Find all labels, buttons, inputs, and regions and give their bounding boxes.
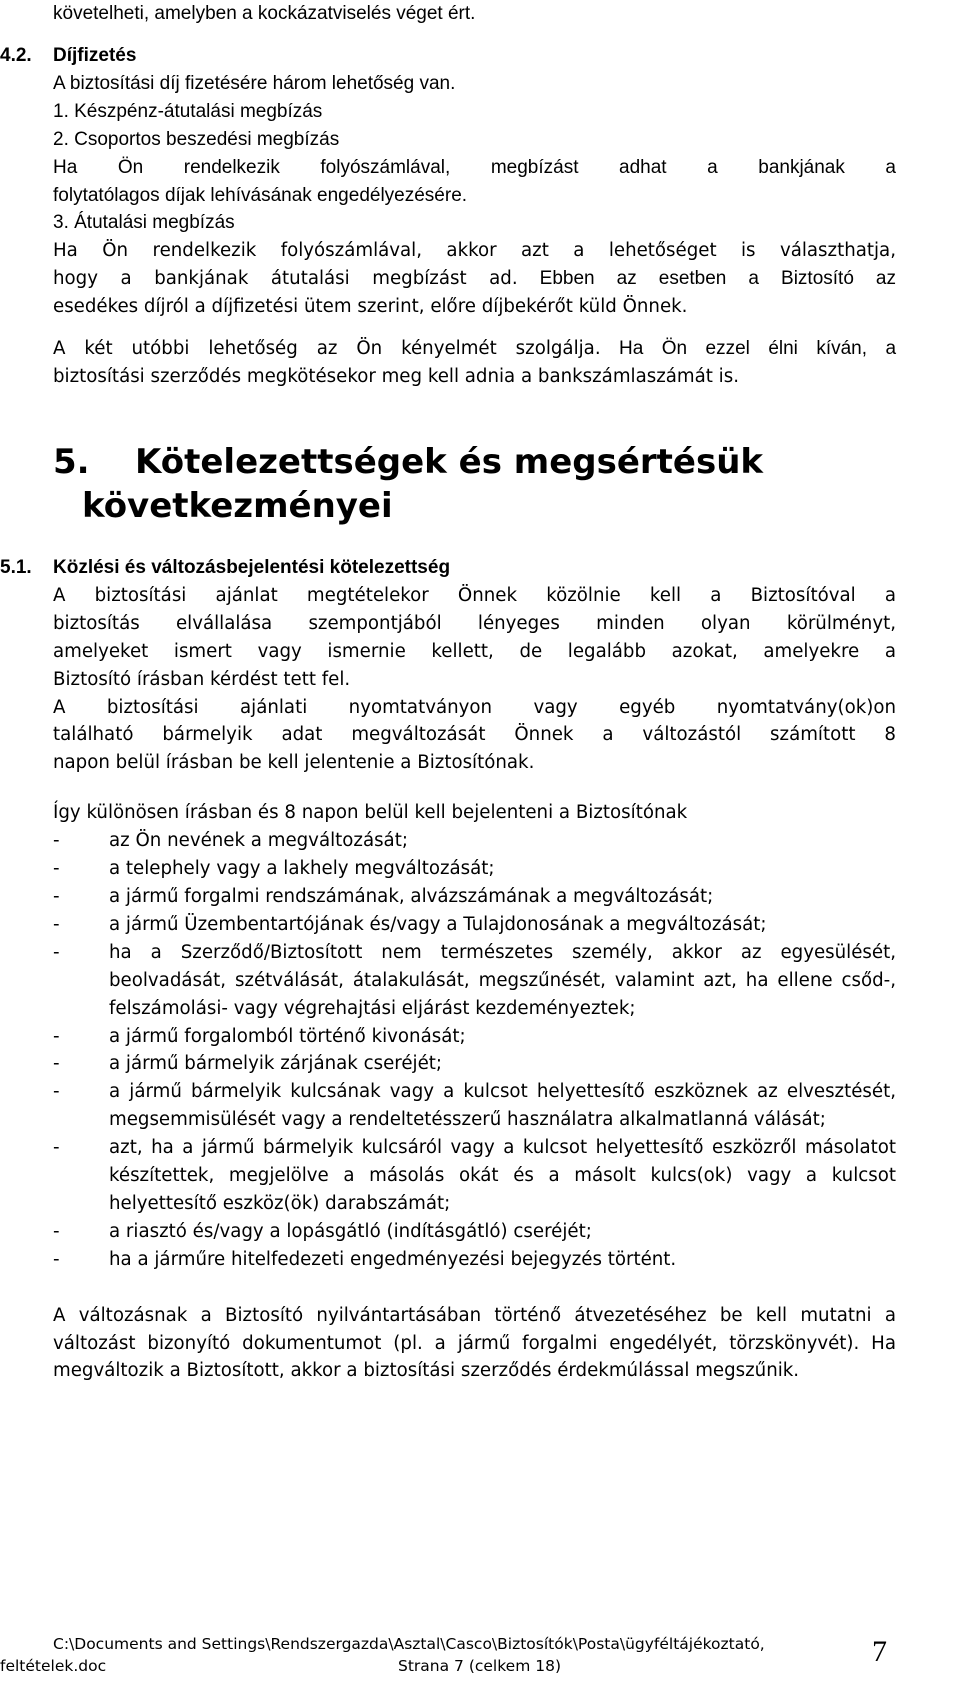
list-item: - a riasztó és/vagy a lopásgátló (indításgátló) cseréjét; [53, 1218, 896, 1246]
list-item: - ha a Szerződő/Biztosított nem természetes személy, akkor az egyesülését, beolvadását, szétválását, átalakulását, megszűnését, valamint azt, ha ellene csőd-, felszámolási- vagy végrehajtási eljárást kezdeményeztek; [53, 939, 896, 1023]
paragraph-line: napon belül írásban be kell jelentenie a Biztosítónak. [53, 752, 535, 774]
section-heading [0, 42, 896, 70]
option-3: 3. Átutalási megbízás [53, 212, 235, 234]
option-3-text-line: esedékes díjról a díjfizetési ütem szerint, előre díjbekérőt küld Önnek. [53, 296, 688, 318]
list-dash: - [53, 941, 60, 963]
section-title: Díjfizetés [53, 45, 137, 66]
chapter-title-line [53, 440, 896, 484]
list-item: - a telephely vagy a lakhely megváltozását; [53, 855, 896, 883]
chapter-title-line: következményei [82, 486, 393, 526]
list-dash: - [53, 1220, 60, 1242]
section-5-1 [0, 554, 896, 1385]
list-dash: - [53, 1053, 60, 1075]
paragraph-line: amelyeket ismert vagy ismernie kellett, de legalább azokat, amelyekre a [53, 640, 896, 662]
option-3-text-part: Ebben az esetben a Biztosító az [517, 268, 897, 290]
section-title: Közlési és változásbejelentési kötelezettség [53, 557, 451, 578]
list-item: - a jármű bármelyik kulcsának vagy a kulcsot helyettesítő eszköznek az elvesztését, megsemmisülését vagy a rendeltetésszerű használatra alkalmatlanná válását; [53, 1078, 896, 1134]
list-dash: - [53, 913, 60, 935]
section-number: 4.2. [0, 45, 32, 66]
chapter-number: 5. [53, 442, 90, 482]
list-item: - az Ön nevének a megváltozását; [53, 827, 896, 855]
list-dash: - [53, 858, 60, 880]
closing-part: Ha Ön ezzel élni kíván, a [600, 338, 897, 360]
option-2: 2. Csoportos beszedési megbízás [53, 128, 340, 150]
option-1: 1. Készpénz-átutalási megbízás [53, 100, 323, 122]
list-item: - a jármű bármelyik zárjának cseréjét; [53, 1050, 896, 1078]
intro-line: követelheti, amelyben a kockázatviselés véget ért. [53, 3, 476, 24]
closing-paragraph: A változásnak a Biztosító nyilvántartásában történő átvezetéséhez be kell mutatni a változást bizonyító dokumentumot (pl. a jármű forgalmi engedélyét, törzskönyvét). Ha megváltozik a Biztosított, akkor a biztosítási szerződés érdekmúlással megszűnik. [53, 1304, 896, 1382]
paragraph-line: biztosítás elvállalása szempontjából lényeges minden olyan körülményt, [53, 612, 896, 634]
paragraph-line: Biztosító írásban kérdést tett fel. [53, 668, 351, 690]
list-item: - azt, ha a jármű bármelyik kulcsáról vagy a kulcsot helyettesítő eszközről másolatot készítettek, megjelölve a másolás okát és a másolt kulcs(ok) vagy a kulcsot helyettesítő eszköz(ök) darabszámát; [53, 1134, 896, 1218]
footer-page-count: Strana 7 (celkem 18) [398, 1657, 561, 1675]
option-3-text-line: Ha Ön rendelkezik folyószámlával, akkor azt a lehetőséget is választhatja, [53, 240, 896, 262]
list-dash: - [53, 1081, 60, 1103]
list-item: - a jármű forgalmi rendszámának, alvázszámának a megváltozását; [53, 883, 896, 911]
footer-page-number: 7 [872, 1635, 887, 1668]
chapter-title-text: Kötelezettségek és megsértésük [135, 442, 764, 482]
paragraph-line: A biztosítási ajánlati nyomtatványon vagy egyéb nyomtatvány(ok)on [53, 696, 896, 718]
closing-line [53, 335, 896, 363]
list-dash: - [53, 1137, 60, 1159]
option-2-text-line: Ha Ön rendelkezik folyószámlával, megbízást adhat a bankjának a [53, 156, 896, 178]
section-heading [0, 554, 896, 582]
list-dash: - [53, 1248, 60, 1270]
option-3-text-part: hogy a bankjának átutalási megbízást ad. [53, 268, 518, 290]
section-lead: A biztosítási díj fizetésére három lehetőség van. [53, 72, 456, 94]
option-3-text-line [53, 265, 896, 293]
list-dash: - [53, 830, 60, 852]
footer-file-name: feltételek.doc [0, 1657, 107, 1675]
section-number: 5.1. [0, 557, 32, 578]
closing-line: biztosítási szerződés megkötésekor meg kell adnia a bankszámlaszámát is. [53, 365, 739, 387]
change-list [53, 827, 896, 1274]
paragraph-line: található bármelyik adat megváltozását Önnek a változástól számított 8 [53, 724, 896, 746]
list-item: - ha a járműre hitelfedezeti engedményezési bejegyzés történt. [53, 1246, 896, 1274]
closing-part: A két utóbbi lehetőség az Ön kényelmét szolgálja. [53, 338, 601, 360]
footer-file-path: C:\Documents and Settings\Rendszergazda\Asztal\Casco\Biztosítók\Posta\ügyféltájékoztató, [53, 1635, 765, 1653]
option-2-text-line: folytatólagos díjak lehívásának engedélyezésére. [53, 184, 468, 206]
chapter-5-heading [53, 440, 896, 528]
paragraph-line: A biztosítási ajánlat megtételekor Önnek közölnie kell a Biztosítóval a [53, 584, 896, 606]
list-item: - a jármű forgalomból történő kivonását; [53, 1023, 896, 1051]
list-dash: - [53, 885, 60, 907]
section-4-2 [0, 42, 897, 391]
list-intro: Így különösen írásban és 8 napon belül kell bejelenteni a Biztosítónak [53, 802, 688, 824]
list-dash: - [53, 1025, 60, 1047]
list-item: - a jármű Üzembentartójának és/vagy a Tulajdonosának a megváltozását; [53, 911, 896, 939]
